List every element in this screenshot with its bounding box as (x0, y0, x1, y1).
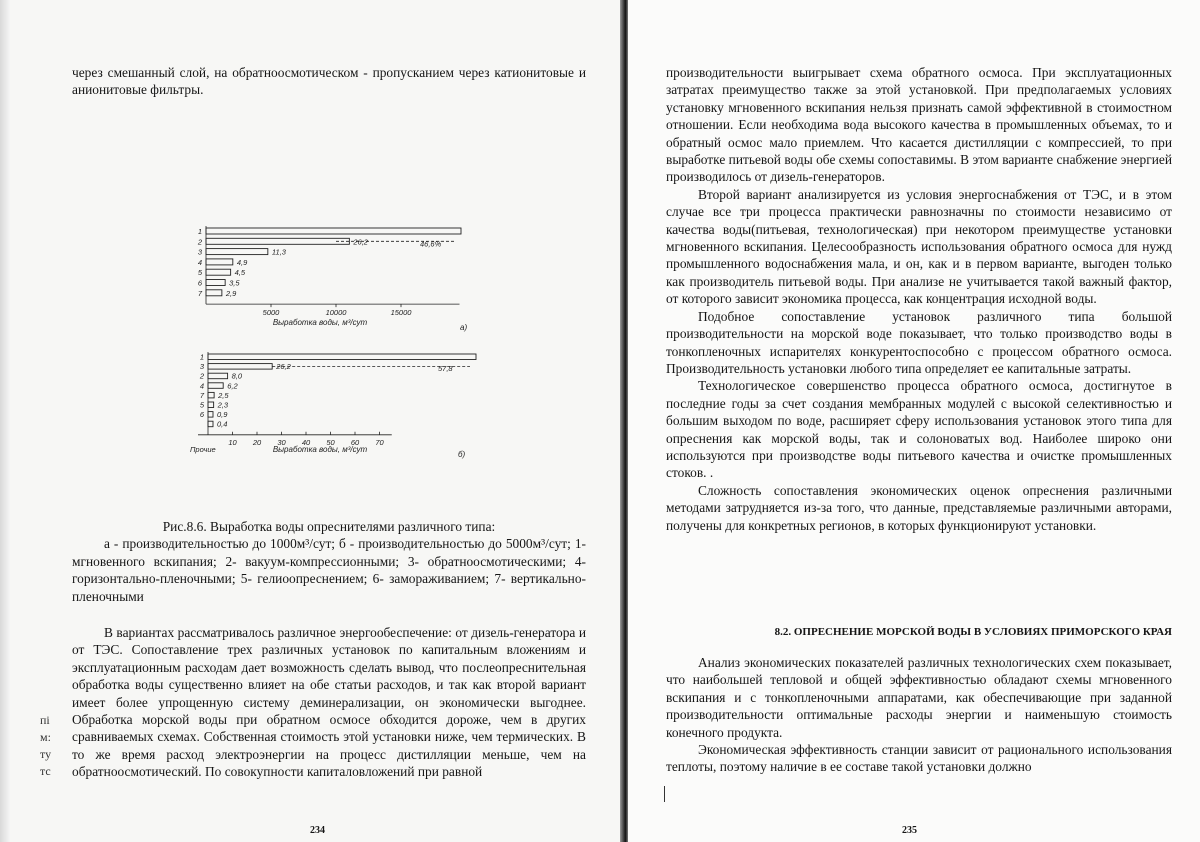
value-label: 8,0 (231, 371, 243, 381)
right-paragraph-3: Подобное сопоставление установок различного типа большой производительности на морской воде показывает, что только производство воды в тонкопленочных испарителях конкурентоспособно с процессом обратного осмоса. Производительность установки любого типа определяет ее капитальные затраты. (666, 308, 1172, 376)
value-label: 2,9 (225, 288, 237, 298)
page-number-left: 234 (310, 825, 325, 836)
right-paragraph-4: Технологическое совершенство процесса обратного осмоса, достигнутое в последние годы за счет создания мембранных модулей с высокой селективностью и большим выходом по воде, расширяет сферу использования установок этого типа для опреснения как морской воды, так и солоноватых вод. Наиболее широко они используются при производстве воды питьевого качества и очистке промышленных стоков. . (666, 378, 1172, 481)
value-label: 2,5 (218, 390, 229, 400)
bar (206, 290, 222, 296)
bar (206, 238, 349, 244)
category-label: 5 (199, 400, 204, 410)
value-label: 4,5 (234, 268, 246, 278)
bar (206, 269, 231, 275)
extra-label: 46,6% (420, 239, 442, 249)
value-label: 4,9 (236, 257, 248, 267)
category-label: 3 (197, 247, 202, 257)
value-label: 2,3 (217, 400, 229, 410)
side-letter: тс (40, 764, 51, 778)
x-axis-label: Выработка воды, м³/сут (272, 444, 368, 454)
x-tick-label: 40 (301, 437, 311, 447)
bar (206, 259, 233, 265)
x-axis-label: Выработка воды, м³/сут (272, 318, 368, 328)
category-label: 4 (197, 257, 202, 267)
bar (208, 412, 213, 418)
x-tick-label: 30 (277, 437, 286, 447)
category-label: 1 (197, 227, 202, 236)
caption-text: а - производительностью до 1000м³/сут; б - производительностью до 5000м³/сут; 1- мгновенного вскипания; 2- вакуум-компрессионными; 3- обратноосмотическими; 4- горизонтально-пленочными; 5- гелиоопреснением; 6- замораживанием; 7- вертикально-пленочными (72, 536, 586, 604)
category-label: 2 (197, 237, 202, 247)
category-label: 6 (199, 410, 204, 420)
category-label: 5 (197, 268, 202, 278)
caption-title: Рис.8.6. Выработка воды опреснителями различного типа: (162, 519, 496, 534)
side-letter: пі (40, 713, 50, 727)
bar (208, 364, 272, 370)
bar (208, 402, 214, 408)
value-label: 6,2 (227, 381, 238, 391)
bar (206, 280, 225, 286)
category-label: 1 (199, 352, 204, 362)
bar (208, 373, 228, 379)
x-tick-label: 50 (326, 437, 335, 447)
value-label: 3,5 (229, 278, 240, 288)
right-text-bottom (666, 654, 1172, 776)
section-title: 8.2. ОПРЕСНЕНИЕ МОРСКОЙ ВОДЫ В УСЛОВИЯХ ПРИМОРСКОГО КРАЯ (774, 626, 1172, 638)
side-letter: м: (40, 730, 51, 744)
right-paragraph-1: производительности выигрывает схема обратного осмоса. При эксплуатационных затратах преимущество также за этой установкой. При предполагаемых условиях установку мгновенного вскипания нельзя признать самой эффективной в стоимостном отношении. Если необходима вода высокого качества в промышленных объемах, то и обратный осмос мало приемлем. Что касается дистилляции с компрессией, то при выработке питьевой воды обе схемы сопоставимы. В этом варианте снабжение энергией производилось от дизель-генераторов. (666, 65, 1172, 185)
right-page (628, 0, 1200, 842)
left-main-text (72, 624, 586, 781)
x-tick-label: 60 (350, 437, 360, 447)
category-label: 7 (197, 288, 202, 298)
category-label: 3 (199, 362, 204, 372)
x-tick-label: 20 (252, 437, 262, 447)
chart-b (190, 352, 476, 459)
figure-8-6 (0, 0, 628, 470)
x-tick-label: 70 (375, 437, 384, 447)
value-label: 11,3 (271, 247, 286, 257)
category-label: 6 (197, 278, 202, 288)
category-label: 4 (199, 381, 204, 391)
category-label: 7 (199, 390, 204, 400)
top-paragraph: через смешанный слой, на обратноосмотическом - пропусканием через катионитовые и анионитовые фильтры. (72, 65, 586, 98)
chart-a (197, 226, 468, 332)
value-label: 0,4 (217, 419, 228, 429)
bar (206, 249, 268, 255)
right-paragraph-2: Второй вариант анализируется из условия энергоснабжения от ТЭС, и в этом случае все три процесса практически равнозначны по стоимости независимо от качества воды(питьевая, технологическая) при некотором преимуществе установки мгновенного вскипания. Целесообразность использования обратного осмоса для нужд промышленного водоснабжения мала, и он, как и в первом варианте, выгоден только как производитель питьевой воды. При анализе не учитывается такой важный фактор, от которого зависит экономика процесса, как концентрация исходной воды. (666, 186, 1172, 307)
value-label: 26,2 (276, 362, 291, 372)
value-label: 0,9 (217, 410, 228, 420)
panel-label: а) (460, 323, 468, 333)
right-text-top (666, 64, 1172, 534)
left-paragraph: В вариантах рассматривалось различное энергообеспечение: от дизель-генератора и от ТЭС. Сопоставление трех различных установок по капитальным вложениям и эксплуатационным расходам дает возможность сделать вывод, что послеопреснительная обработка воды существенно влияет на обе статьи расходов, и так как второй вариант имеет более упрощенную систему деминерализации, он экономически выгоднее. Обработка морской воды при обратном осмосе обходится дороже, чем в других сравниваемых схемах. Собственная стоимость этой установки ниже, чем термических. В то же время расход электроэнергии на процесс дистилляции меньше, чем на обратноосмотический. По совокупности капиталовложений при равной (72, 625, 586, 780)
right-paragraph-6: Анализ экономических показателей различных технологических схем показывает, что наибольшей тепловой и общей эффективностью обладают схемы мгновенного вскипания и с тонкопленочными аппаратами, как обеспечивающие при заданной производительности оптимальные расходы энергии и наименьшую стоимость конечного продукта. (666, 655, 1172, 740)
category-label: 2 (199, 371, 204, 381)
side-letter: ту (40, 747, 52, 761)
x-tick-label: 15000 (390, 308, 412, 318)
value-label: 26,2 (353, 237, 368, 247)
bar (208, 421, 213, 427)
bar (208, 392, 214, 398)
panel-label: б) (458, 449, 466, 459)
x-tick-label: 10000 (325, 308, 347, 318)
bar (208, 354, 476, 360)
figure-caption (72, 518, 586, 605)
bar (208, 383, 223, 389)
side-letters (40, 712, 51, 780)
page-number-right: 235 (902, 825, 917, 836)
right-paragraph-7: Экономическая эффективность станции зависит от рационального использования теплоты, поэтому наличие в ее составе такой установки должно (666, 742, 1172, 775)
bar (206, 228, 461, 234)
x-tick-label: 5000 (262, 308, 280, 318)
x-tick-label: 10 (228, 437, 237, 447)
extra-label: 57,8 (438, 364, 453, 374)
margin-mark (664, 786, 665, 802)
right-paragraph-5: Сложность сопоставления экономических оценок опреснения различными методами затрудняется из-за того, что данные, представляемые различными авторами, получены для конкретных регионов, в которых функционируют установки. (666, 482, 1172, 533)
other-label: Прочие (190, 444, 216, 454)
